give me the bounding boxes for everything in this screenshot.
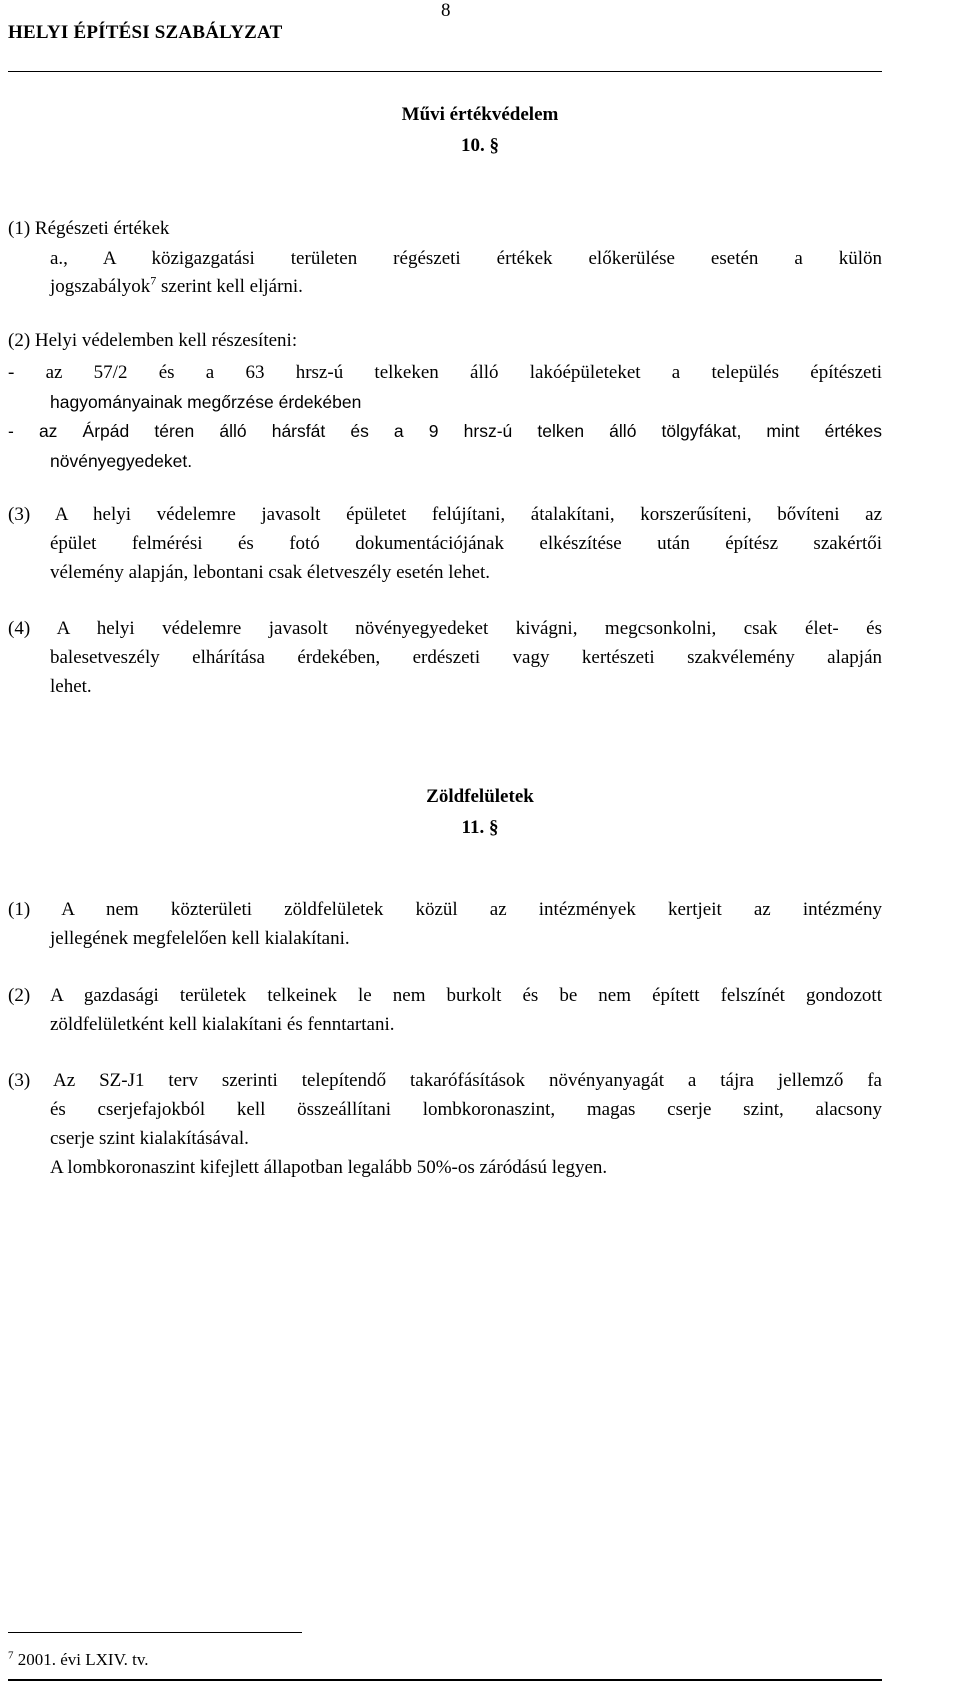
s10-p3-line2: épület felmérési és fotó dokumentációjának elkészítése után építész szakértői — [50, 533, 882, 554]
s10-p3-line3: vélemény alapján, lebontani csak életveszély esetén lehet. — [50, 562, 490, 583]
s10-p2-line3: hagyományainak megőrzése érdekében — [50, 392, 362, 412]
footnote-number: 7 — [8, 1649, 14, 1662]
s11-p3-line4: A lombkoronaszint kifejlett állapotban legalább 50%-os záródású legyen. — [50, 1157, 608, 1178]
page-bottom-rule — [8, 1679, 882, 1681]
s10-p2-line5: növényegyedeket. — [50, 451, 193, 471]
s10-p1-line3: jogszabályok$^7$ szerint kell eljárni. — [50, 273, 303, 297]
s10-p4-line2: balesetveszély elhárítása érdekében, erdészeti vagy kertészeti szakvélemény alapján — [50, 647, 882, 668]
footnote — [8, 1650, 149, 1670]
s11-p2-line1: (2) A gazdasági területek telkeinek le nem burkolt és be nem épített felszínét gondozott — [8, 985, 882, 1006]
footnote-divider — [8, 1632, 302, 1633]
page-number: 8 — [441, 0, 451, 21]
s11-p1-line1: (1) A nem közterületi zöldfelületek közül az intézmények kertjeit az intézmény — [8, 899, 882, 920]
s10-p3-line1: (3) A helyi védelemre javasolt épületet felújítani, átalakítani, korszerűsíteni, bővíteni az — [8, 504, 882, 525]
footnote-ref: 7 — [150, 273, 157, 288]
s10-p4-line1: (4) A helyi védelemre javasolt növényegyedeket kivágni, megcsonkolni, csak élet- és — [8, 618, 882, 639]
running-header-title: HELYI ÉPÍTÉSI SZABÁLYZAT — [8, 22, 283, 43]
section-10-number: 10. § — [0, 135, 960, 157]
s10-p2-line2: - az 57/2 és a 63 hrsz-ú telkeken álló lakóépületeket a település építészeti — [8, 362, 882, 383]
s10-p4-line3: lehet. — [50, 676, 92, 697]
s10-p2-line1: (2) Helyi védelemben kell részesíteni: — [8, 330, 298, 351]
s11-p3-line3: cserje szint kialakításával. — [50, 1128, 249, 1149]
header-divider — [8, 71, 882, 72]
s10-p2-line4: - az Árpád téren álló hársfát és a 9 hrsz-ú telken álló tölgyfákat, mint értékes — [8, 421, 882, 441]
section-11-title: Zöldfelületek — [426, 786, 534, 807]
s11-p1-line2: jellegének megfelelően kell kialakítani. — [50, 928, 350, 949]
section-10-title: Művi értékvédelem — [401, 104, 559, 125]
s10-p1-line2: a., A közigazgatási területen régészeti értékek előkerülése esetén a külön — [50, 248, 882, 269]
footnote-text: 2001. évi LXIV. tv. — [13, 1650, 149, 1669]
section-11-number: 11. § — [0, 817, 960, 839]
s11-p3-line2: és cserjefajokból kell összeállítani lombkoronaszint, magas cserje szint, alacsony — [50, 1099, 882, 1120]
s11-p2-line2: zöldfelületként kell kialakítani és fenntartani. — [50, 1014, 395, 1035]
s10-p1-line1: (1) Régészeti értékek — [8, 218, 170, 239]
s11-p3-line1: (3) Az SZ-J1 terv szerinti telepítendő takarófásítások növényanyagát a tájra jellemző fa — [8, 1070, 882, 1091]
